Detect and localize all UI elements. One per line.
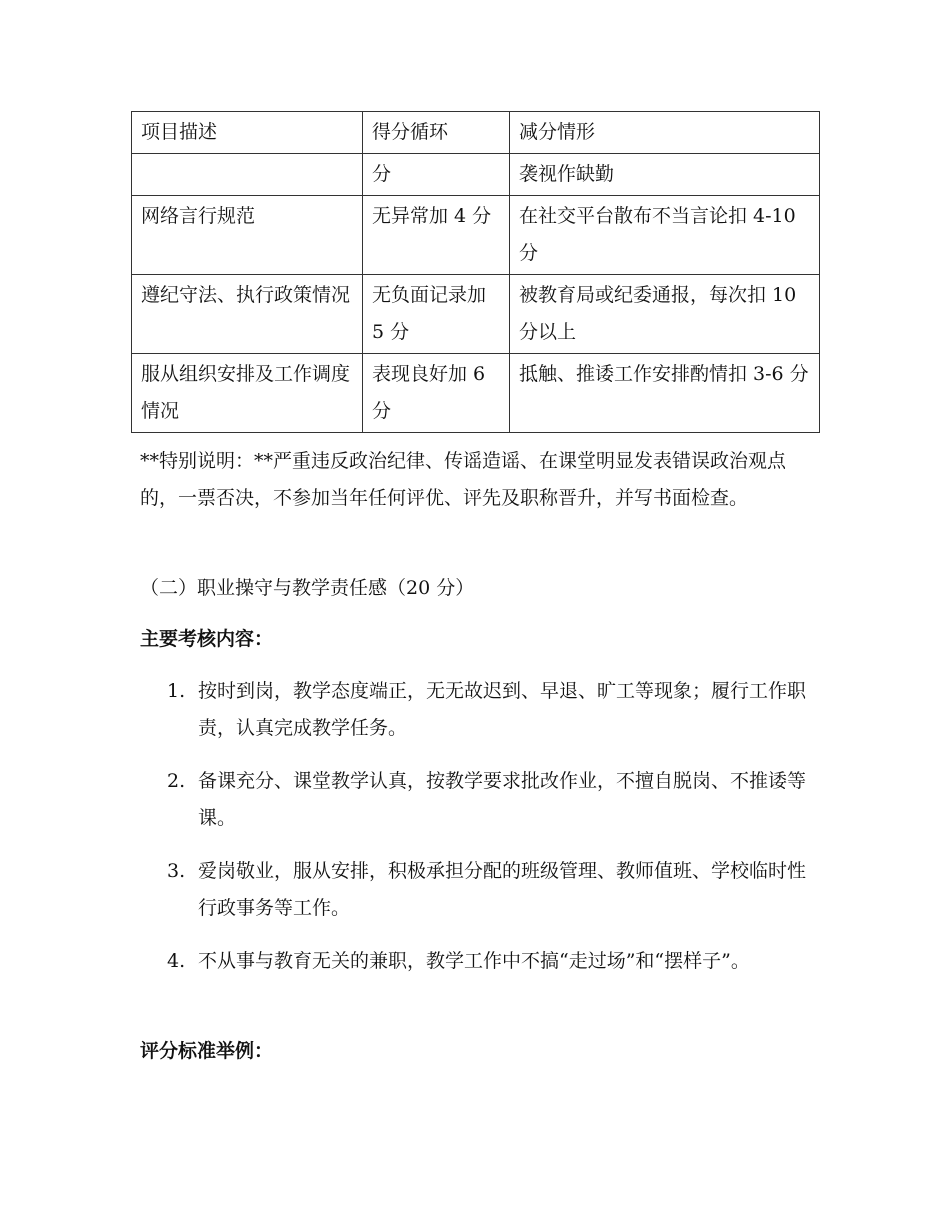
table-row	[132, 154, 820, 196]
table-cell: 网络言行规范	[132, 196, 363, 275]
header-score-cycle: 得分循环	[363, 112, 510, 154]
table-cell: 无负面记录加 5 分	[363, 275, 510, 354]
table-cell: 遵纪守法、执行政策情况	[132, 275, 363, 354]
table-cell: 服从组织安排及工作调度情况	[132, 354, 363, 433]
table-cell: 在社交平台散布不当言论扣 4-10 分	[510, 196, 820, 275]
list-item-text: 按时到岗，教学态度端正，无无故迟到、早退、旷工等现象；履行工作职责，认真完成教学任务。	[198, 680, 807, 739]
table-cell: 被教育局或纪委通报，每次扣 10 分以上	[510, 275, 820, 354]
list-item-number: 2.	[167, 770, 186, 792]
table-row	[132, 196, 820, 275]
score-table	[131, 111, 820, 433]
list-item	[140, 763, 820, 837]
table-cell: 抵触、推诿工作安排酌情扣 3-6 分	[510, 354, 820, 433]
section-title: （二）职业操守与教学责任感（20 分）	[140, 577, 475, 599]
list-item-text: 爱岗敬业，服从安排，积极承担分配的班级管理、教师值班、学校临时性行政事务等工作。	[198, 860, 807, 919]
list-item-number: 3.	[167, 860, 186, 882]
table-header-row	[132, 112, 820, 154]
list-item-number: 1.	[167, 680, 186, 702]
header-deduction: 减分情形	[510, 112, 820, 154]
assessment-list	[140, 673, 820, 996]
list-item-text: 备课充分、课堂教学认真，按教学要求批改作业，不擅自脱岗、不推诿等课。	[198, 770, 807, 829]
table-cell	[132, 154, 363, 196]
table-cell: 无异常加 4 分	[363, 196, 510, 275]
list-item	[140, 673, 820, 747]
table-row	[132, 354, 820, 433]
list-item	[140, 853, 820, 927]
scoring-example-heading: 评分标准举例：	[140, 1040, 274, 1062]
list-item-text: 不从事与教育无关的兼职，教学工作中不搞“走过场”和“摆样子”。	[198, 950, 750, 972]
table-cell: 袭视作缺勤	[510, 154, 820, 196]
list-item-number: 4.	[167, 950, 186, 972]
main-content-heading: 主要考核内容：	[140, 628, 274, 650]
header-item-description: 项目描述	[132, 112, 363, 154]
list-item	[140, 943, 820, 980]
table-row	[132, 275, 820, 354]
table-cell: 表现良好加 6 分	[363, 354, 510, 433]
special-note: **特别说明：**严重违反政治纪律、传谣造谣、在课堂明显发表错误政治观点的，一票否决，不参加当年任何评优、评先及职称晋升，并写书面检查。	[140, 450, 787, 509]
table-cell: 分	[363, 154, 510, 196]
